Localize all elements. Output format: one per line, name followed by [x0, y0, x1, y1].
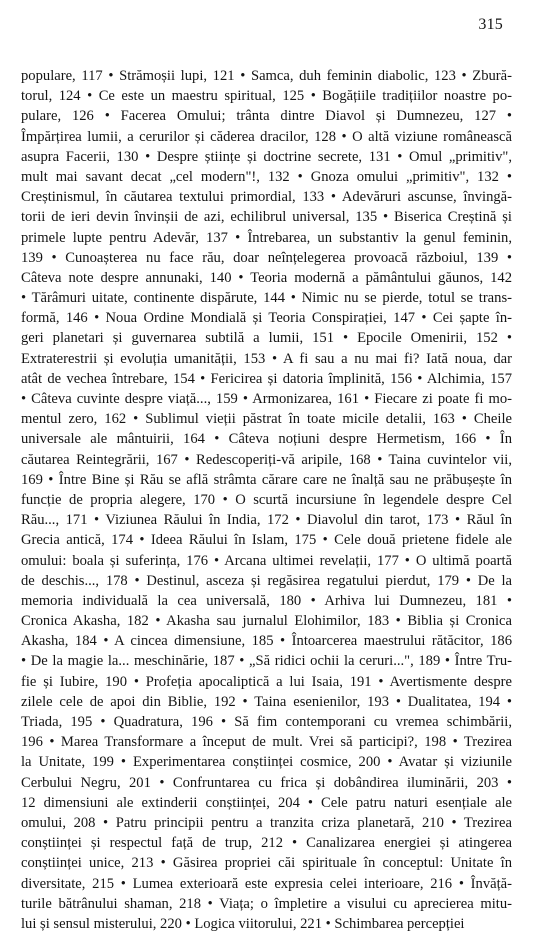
text-line: • De la magie la... meschinărie, 187 • „Să ridici ochii la ceruri...", 189 • Între Tru-	[21, 653, 512, 670]
text-line: mult mai savant decat „cel modern"!, 132 • Gnoza omului „primitiv", 132 •	[21, 168, 512, 185]
text-line: memoria individuală la cea universală, 180 • Arhiva lui Dumnezeu, 181 •	[21, 592, 512, 609]
text-line: Împărțirea lumii, a cerurilor și căderea dracilor, 128 • O altă viziune românească	[21, 128, 512, 145]
text-line: conștiinței unice, 213 • Găsirea propriei căi spirituale în conceptul: Unitate în	[21, 855, 512, 872]
text-line: Câteva note despre annunaki, 140 • Teoria modernă a pământului găunos, 142	[21, 269, 512, 286]
text-line: 196 • Marea Transformare a început de mult. Vrei să participi?, 198 • Trezirea	[21, 734, 512, 751]
text-line: fie și Iubire, 190 • Profeția apocaliptică a lui Isaia, 191 • Avertismente despre	[21, 673, 512, 690]
text-line: conștiinței și respectul față de trup, 212 • Canalizarea energiei și atingerea	[21, 835, 512, 852]
text-line: 139 • Cunoașterea nu face rău, doar neînțelegerea provoacă războiul, 139 •	[21, 249, 512, 266]
text-line: 169 • Între Bine și Rău se află strâmta cărare care ne înalță sau ne prăbușește în	[21, 471, 512, 488]
text-line: atât de vechea întrebare, 154 • Fericirea și datoria împlinită, 156 • Alchimia, 157	[21, 370, 512, 387]
text-line: turile bătrânului shaman, 218 • Viața; o împletire a visului cu aprecierea mitu-	[21, 895, 512, 912]
text-line: zilele cele de apoi din Biblie, 192 • Taina esenienilor, 193 • Dualitatea, 194 •	[21, 693, 512, 710]
text-line: formă, 146 • Noua Ordine Mondială și Teoria Conspirației, 147 • Cei șapte în-	[21, 310, 512, 327]
text-line: • Câteva cuvinte despre viață..., 159 • Armonizarea, 161 • Fiecare zi poate fi mo-	[21, 391, 512, 407]
text-line: diversitate, 215 • Lumea exterioară este expresia celei interioare, 216 • Învăță-	[21, 875, 512, 892]
table-of-contents-text	[21, 66, 512, 934]
text-line: • Tărâmuri uitate, continente dispărute, 144 • Nimic nu se pierde, totul se trans-	[21, 290, 512, 307]
text-line: mentul zero, 162 • Sublimul vieții păstrat în toate micile detalii, 163 • Cheile	[21, 411, 512, 428]
text-line: Creștinismul, în căutarea textului primordial, 133 • Adevăruri ascunse, învingă-	[21, 189, 512, 206]
text-line: omului: boala și suferința, 176 • Arcana ultimei revelații, 177 • O ultimă poartă	[21, 552, 512, 569]
text-line: populare, 117 • Strămoșii lupi, 121 • Samca, duh feminin diabolic, 123 • Zbură-	[21, 68, 512, 84]
text-line: căutarea Reintegrării, 167 • Redescoperiți-vă aripile, 168 • Taina cuvintelor vii,	[21, 451, 512, 468]
text-line: primele lupte pentru Adevăr, 137 • Întrebarea, un substantiv la genul feminin,	[21, 229, 512, 246]
text-line: Grecia antică, 174 • Ideea Răului în Islam, 175 • Cele două prietene fidele ale	[21, 532, 512, 549]
text-line: pulare, 126 • Facerea Omului; trânta dintre Diavol și Dumnezeu, 127 •	[21, 108, 512, 125]
text-line: torul, 124 • Ce este un maestru spiritual, 125 • Bogățiile tradițiilor noastre po-	[21, 88, 512, 105]
text-line: lui și sensul misterului, 220 • Logica viitorului, 221 • Schimbarea percepției	[21, 915, 465, 932]
text-line: torii de ieri devin învinșii de azi, echilibrul universal, 135 • Biserica Creștină și	[21, 209, 512, 226]
text-line: Extraterestrii și evoluția umanității, 153 • A fi sau a nu mai fi? Iată noua, dar	[21, 350, 512, 367]
text-line: Rău..., 171 • Viziunea Răului în India, 172 • Diavolul din tarot, 173 • Răul în	[21, 512, 512, 529]
text-line: funcție de propria alegere, 170 • O scurtă incursiune în legendele despre Cel	[21, 491, 512, 508]
text-line: omului, 208 • Patru principii pentru a tranzita criza planetară, 210 • Trezirea	[21, 814, 512, 831]
text-line: geri planetari și guvernarea subtilă a lumii, 151 • Epocile Omenirii, 152 •	[21, 330, 512, 347]
text-line: Akasha, 184 • A cincea dimensiune, 185 • Întoarcerea maestrului rătăcitor, 186	[21, 633, 512, 650]
text-line: Cronica Akasha, 182 • Akasha sau jurnalul Elohimilor, 183 • Biblia și Cronica	[21, 613, 512, 630]
text-line: Cerbului Negru, 201 • Confruntarea cu frica și dobândirea iluminării, 203 •	[21, 774, 512, 791]
text-line: universale ale mântuirii, 164 • Câteva noțiuni despre Hermetism, 166 • În	[21, 431, 512, 448]
text-line: la Unitate, 199 • Experimentarea conștiinței cosmice, 200 • Avatar și viziunile	[21, 754, 512, 771]
text-line: asupra Facerii, 130 • Despre științe și doctrine secrete, 131 • Omul „primitiv",	[21, 148, 512, 165]
text-line: de deschis..., 178 • Destinul, asceza și regăsirea regatului pierdut, 179 • De la	[21, 572, 512, 589]
text-line: 12 dimensiuni ale extinderii conștiinței, 204 • Cele patru naturi esențiale ale	[21, 794, 512, 811]
page-number: 315	[478, 16, 503, 33]
text-line: Triada, 195 • Quadratura, 196 • Să fim contemporani cu vremea schimbării,	[21, 714, 512, 730]
